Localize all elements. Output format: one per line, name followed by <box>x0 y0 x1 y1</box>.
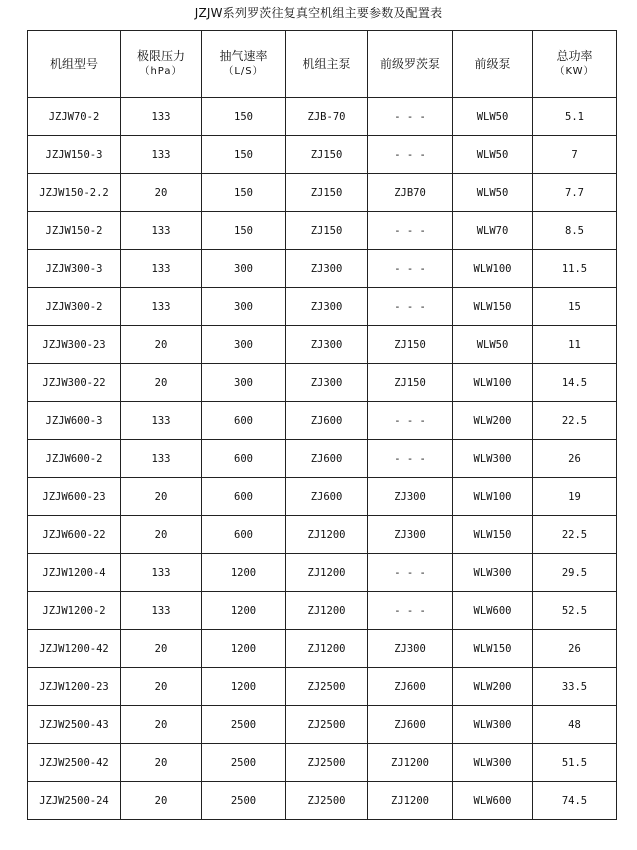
header-total-power <box>533 31 617 98</box>
cell-pumping-speed: 600 <box>202 516 286 554</box>
header-label: 总功率 <box>556 49 593 63</box>
cell-total-power: 8.5 <box>533 212 617 250</box>
header-unit: （hPa） <box>139 66 183 77</box>
cell-model: JZJW300-23 <box>28 326 121 364</box>
cell-roots-backing-pump: ZJ1200 <box>368 782 453 820</box>
cell-main-pump: ZJ1200 <box>286 592 368 630</box>
cell-main-pump: ZJ1200 <box>286 554 368 592</box>
page-title: JZJW系列罗茨往复真空机组主要参数及配置表 <box>194 6 443 20</box>
header-row <box>28 31 617 98</box>
cell-roots-backing-pump: ZJ600 <box>368 668 453 706</box>
cell-pumping-speed: 300 <box>202 326 286 364</box>
table-row <box>28 250 617 288</box>
cell-ultimate-pressure: 20 <box>121 478 202 516</box>
cell-roots-backing-pump: ZJB70 <box>368 174 453 212</box>
table-row <box>28 630 617 668</box>
cell-roots-backing-pump: - - - <box>368 440 453 478</box>
cell-pumping-speed: 300 <box>202 250 286 288</box>
table-row <box>28 212 617 250</box>
cell-main-pump: ZJ300 <box>286 326 368 364</box>
cell-pumping-speed: 1200 <box>202 554 286 592</box>
cell-roots-backing-pump: - - - <box>368 98 453 136</box>
cell-main-pump: ZJ150 <box>286 174 368 212</box>
cell-backing-pump: WLW600 <box>453 782 533 820</box>
cell-ultimate-pressure: 20 <box>121 174 202 212</box>
cell-backing-pump: WLW100 <box>453 364 533 402</box>
cell-main-pump: ZJ1200 <box>286 516 368 554</box>
cell-model: JZJW2500-24 <box>28 782 121 820</box>
header-roots-backing-pump <box>368 31 453 98</box>
cell-main-pump: ZJ2500 <box>286 782 368 820</box>
table-row <box>28 136 617 174</box>
header-unit: （L/S） <box>223 66 264 77</box>
table-row <box>28 668 617 706</box>
cell-model: JZJW300-3 <box>28 250 121 288</box>
cell-ultimate-pressure: 133 <box>121 288 202 326</box>
cell-ultimate-pressure: 20 <box>121 706 202 744</box>
cell-ultimate-pressure: 20 <box>121 364 202 402</box>
cell-roots-backing-pump: ZJ600 <box>368 706 453 744</box>
cell-ultimate-pressure: 133 <box>121 402 202 440</box>
cell-backing-pump: WLW50 <box>453 326 533 364</box>
cell-total-power: 11 <box>533 326 617 364</box>
cell-total-power: 26 <box>533 630 617 668</box>
header-backing-pump <box>453 31 533 98</box>
header-label: 机组型号 <box>49 56 98 71</box>
header-label: 前级罗茨泵 <box>379 56 440 71</box>
cell-ultimate-pressure: 133 <box>121 136 202 174</box>
cell-total-power: 7 <box>533 136 617 174</box>
cell-backing-pump: WLW200 <box>453 668 533 706</box>
cell-model: JZJW600-22 <box>28 516 121 554</box>
cell-total-power: 15 <box>533 288 617 326</box>
cell-main-pump: ZJ2500 <box>286 668 368 706</box>
cell-backing-pump: WLW300 <box>453 744 533 782</box>
cell-roots-backing-pump: ZJ150 <box>368 364 453 402</box>
header-unit: （KW） <box>554 66 595 77</box>
header-main-pump <box>286 31 368 98</box>
cell-main-pump: ZJ300 <box>286 364 368 402</box>
cell-total-power: 48 <box>533 706 617 744</box>
cell-model: JZJW150-3 <box>28 136 121 174</box>
cell-ultimate-pressure: 133 <box>121 98 202 136</box>
cell-ultimate-pressure: 133 <box>121 592 202 630</box>
cell-roots-backing-pump: - - - <box>368 250 453 288</box>
cell-total-power: 33.5 <box>533 668 617 706</box>
header-model <box>28 31 121 98</box>
table-row <box>28 402 617 440</box>
table-row <box>28 364 617 402</box>
cell-backing-pump: WLW200 <box>453 402 533 440</box>
cell-roots-backing-pump: ZJ300 <box>368 478 453 516</box>
table-row <box>28 706 617 744</box>
cell-model: JZJW600-23 <box>28 478 121 516</box>
cell-ultimate-pressure: 20 <box>121 516 202 554</box>
cell-model: JZJW1200-2 <box>28 592 121 630</box>
table-row <box>28 174 617 212</box>
table-row <box>28 326 617 364</box>
table-row <box>28 478 617 516</box>
table-body <box>28 98 617 820</box>
header-label: 抽气速率 <box>219 49 268 63</box>
cell-model: JZJW150-2 <box>28 212 121 250</box>
cell-roots-backing-pump: ZJ300 <box>368 516 453 554</box>
cell-backing-pump: WLW150 <box>453 516 533 554</box>
cell-roots-backing-pump: ZJ150 <box>368 326 453 364</box>
parameter-table <box>27 30 617 820</box>
table-row <box>28 440 617 478</box>
table-row <box>28 744 617 782</box>
cell-ultimate-pressure: 20 <box>121 668 202 706</box>
cell-backing-pump: WLW150 <box>453 630 533 668</box>
cell-ultimate-pressure: 133 <box>121 212 202 250</box>
cell-model: JZJW300-22 <box>28 364 121 402</box>
cell-main-pump: ZJ300 <box>286 288 368 326</box>
cell-backing-pump: WLW70 <box>453 212 533 250</box>
cell-ultimate-pressure: 20 <box>121 630 202 668</box>
header-pumping-speed <box>202 31 286 98</box>
cell-ultimate-pressure: 133 <box>121 554 202 592</box>
cell-pumping-speed: 300 <box>202 364 286 402</box>
cell-pumping-speed: 2500 <box>202 782 286 820</box>
cell-pumping-speed: 600 <box>202 402 286 440</box>
cell-model: JZJW1200-42 <box>28 630 121 668</box>
cell-total-power: 74.5 <box>533 782 617 820</box>
cell-backing-pump: WLW50 <box>453 136 533 174</box>
header-label: 机组主泵 <box>302 56 351 71</box>
cell-total-power: 29.5 <box>533 554 617 592</box>
cell-pumping-speed: 150 <box>202 174 286 212</box>
cell-main-pump: ZJ150 <box>286 136 368 174</box>
cell-total-power: 5.1 <box>533 98 617 136</box>
cell-backing-pump: WLW100 <box>453 478 533 516</box>
cell-model: JZJW2500-43 <box>28 706 121 744</box>
cell-backing-pump: WLW100 <box>453 250 533 288</box>
cell-total-power: 52.5 <box>533 592 617 630</box>
cell-main-pump: ZJ600 <box>286 478 368 516</box>
cell-pumping-speed: 300 <box>202 288 286 326</box>
cell-total-power: 22.5 <box>533 402 617 440</box>
cell-model: JZJW1200-23 <box>28 668 121 706</box>
cell-main-pump: ZJ300 <box>286 250 368 288</box>
cell-model: JZJW300-2 <box>28 288 121 326</box>
cell-ultimate-pressure: 133 <box>121 440 202 478</box>
cell-pumping-speed: 1200 <box>202 630 286 668</box>
cell-model: JZJW600-2 <box>28 440 121 478</box>
cell-roots-backing-pump: - - - <box>368 402 453 440</box>
table-row <box>28 782 617 820</box>
cell-pumping-speed: 1200 <box>202 592 286 630</box>
cell-main-pump: ZJ2500 <box>286 706 368 744</box>
cell-backing-pump: WLW50 <box>453 98 533 136</box>
cell-main-pump: ZJ150 <box>286 212 368 250</box>
cell-backing-pump: WLW150 <box>453 288 533 326</box>
header-label: 前级泵 <box>474 56 511 71</box>
cell-total-power: 11.5 <box>533 250 617 288</box>
cell-model: JZJW2500-42 <box>28 744 121 782</box>
cell-pumping-speed: 600 <box>202 440 286 478</box>
cell-roots-backing-pump: - - - <box>368 554 453 592</box>
cell-backing-pump: WLW300 <box>453 706 533 744</box>
cell-model: JZJW150-2.2 <box>28 174 121 212</box>
cell-main-pump: ZJB-70 <box>286 98 368 136</box>
cell-main-pump: ZJ1200 <box>286 630 368 668</box>
cell-roots-backing-pump: - - - <box>368 592 453 630</box>
table-row <box>28 98 617 136</box>
cell-main-pump: ZJ600 <box>286 402 368 440</box>
cell-ultimate-pressure: 20 <box>121 326 202 364</box>
cell-pumping-speed: 150 <box>202 136 286 174</box>
cell-roots-backing-pump: ZJ1200 <box>368 744 453 782</box>
table-row <box>28 592 617 630</box>
table-row <box>28 288 617 326</box>
cell-ultimate-pressure: 20 <box>121 782 202 820</box>
table-row <box>28 554 617 592</box>
cell-roots-backing-pump: - - - <box>368 136 453 174</box>
cell-main-pump: ZJ600 <box>286 440 368 478</box>
cell-model: JZJW70-2 <box>28 98 121 136</box>
cell-total-power: 51.5 <box>533 744 617 782</box>
cell-pumping-speed: 150 <box>202 212 286 250</box>
cell-total-power: 14.5 <box>533 364 617 402</box>
cell-pumping-speed: 2500 <box>202 744 286 782</box>
cell-total-power: 22.5 <box>533 516 617 554</box>
cell-total-power: 7.7 <box>533 174 617 212</box>
table-row <box>28 516 617 554</box>
cell-pumping-speed: 150 <box>202 98 286 136</box>
cell-backing-pump: WLW50 <box>453 174 533 212</box>
cell-roots-backing-pump: ZJ300 <box>368 630 453 668</box>
cell-pumping-speed: 1200 <box>202 668 286 706</box>
cell-backing-pump: WLW300 <box>453 440 533 478</box>
cell-total-power: 26 <box>533 440 617 478</box>
cell-total-power: 19 <box>533 478 617 516</box>
cell-roots-backing-pump: - - - <box>368 288 453 326</box>
cell-backing-pump: WLW300 <box>453 554 533 592</box>
cell-model: JZJW1200-4 <box>28 554 121 592</box>
cell-ultimate-pressure: 20 <box>121 744 202 782</box>
cell-model: JZJW600-3 <box>28 402 121 440</box>
cell-backing-pump: WLW600 <box>453 592 533 630</box>
cell-pumping-speed: 600 <box>202 478 286 516</box>
cell-ultimate-pressure: 133 <box>121 250 202 288</box>
header-label: 极限压力 <box>136 49 185 63</box>
header-ultimate-pressure <box>121 31 202 98</box>
cell-roots-backing-pump: - - - <box>368 212 453 250</box>
cell-main-pump: ZJ2500 <box>286 744 368 782</box>
cell-pumping-speed: 2500 <box>202 706 286 744</box>
